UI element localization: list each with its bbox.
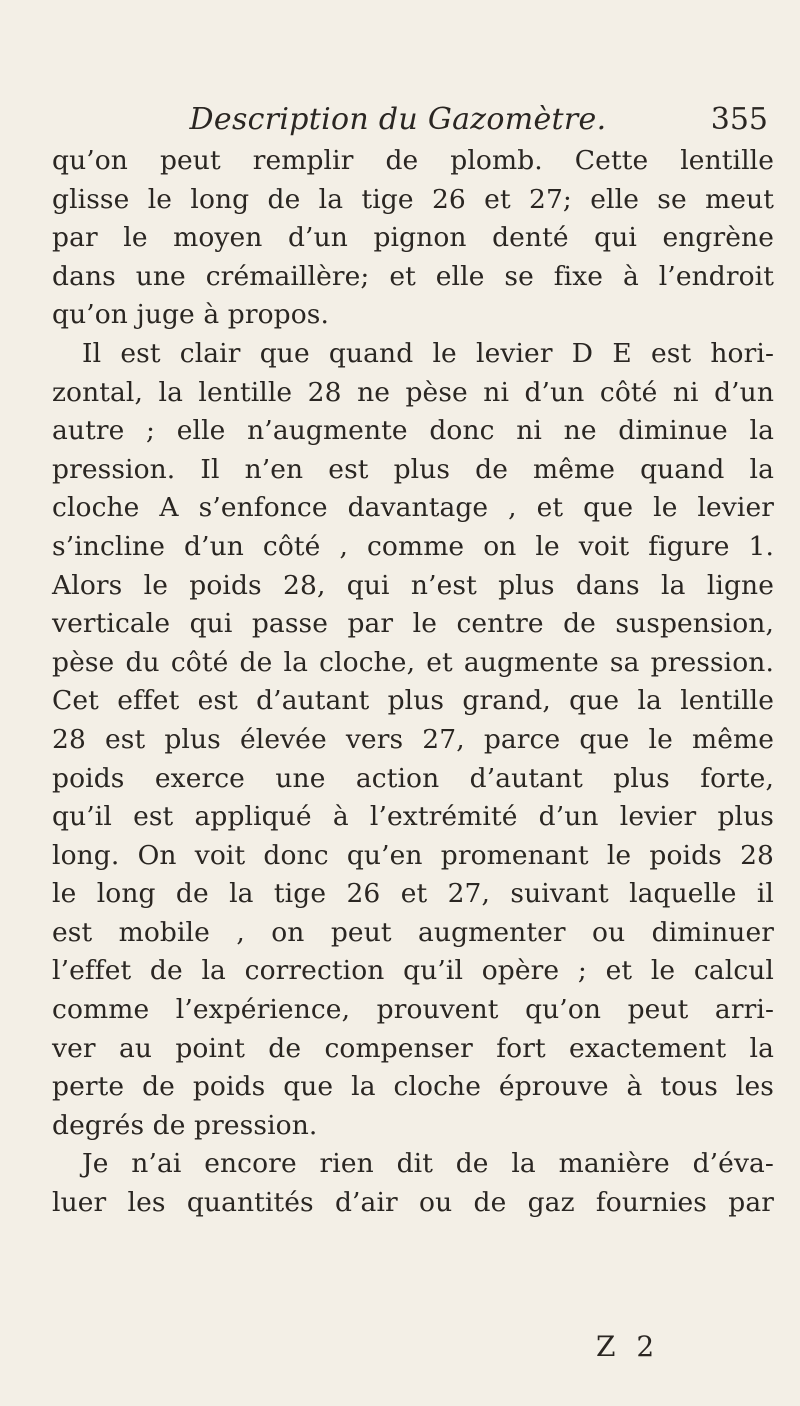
running-head <box>118 100 768 140</box>
text-line: ver au point de compenser fort exactement la <box>52 1032 774 1064</box>
text-line: par le moyen d’un pignon denté qui engrène <box>52 222 774 254</box>
signature-mark: Z 2 <box>596 1330 661 1363</box>
text-line: qu’il est appliqué à l’extrémité d’un levier plus <box>52 801 774 833</box>
text-line: pression. Il n’en est plus de même quand la <box>52 453 774 485</box>
paragraph-start-line: Il est clair que quand le levier D E est hori- <box>82 337 774 369</box>
body-text <box>52 142 774 1223</box>
text-line: Alors le poids 28, qui n’est plus dans la ligne <box>52 569 774 601</box>
text-line: Cet effet est d’autant plus grand, que la lentille <box>52 685 774 717</box>
page-number: 355 <box>710 102 768 137</box>
text-line: s’incline d’un côté , comme on le voit figure 1. <box>52 530 774 562</box>
text-line: degrés de pression. <box>52 1109 318 1141</box>
text-line: dans une crémaillère; et elle se fixe à l’endroit <box>52 260 774 292</box>
text-line: pèse du côté de la cloche, et augmente sa pression. <box>52 646 774 678</box>
text-line: glisse le long de la tige 26 et 27; elle se meut <box>52 183 774 215</box>
text-line: zontal, la lentille 28 ne pèse ni d’un côté ni d’un <box>52 376 774 408</box>
text-line: qu’on juge à propos. <box>52 299 330 331</box>
text-line: l’effet de la correction qu’il opère ; et le calcul <box>52 955 774 987</box>
text-line: luer les quantités d’air ou de gaz fournies par <box>52 1187 774 1219</box>
text-line: le long de la tige 26 et 27, suivant laquelle il <box>52 878 774 910</box>
text-line: cloche A s’enfonce davantage , et que le levier <box>52 492 774 524</box>
running-title: Description du Gazomètre. <box>189 102 607 137</box>
text-line: qu’on peut remplir de plomb. Cette lentille <box>52 145 774 176</box>
text-line: poids exerce une action d’autant plus forte, <box>52 762 774 794</box>
text-line: 28 est plus élevée vers 27, parce que le même <box>52 723 774 755</box>
text-line: verticale qui passe par le centre de suspension, <box>52 608 774 640</box>
text-line: long. On voit donc qu’en promenant le poids 28 <box>52 839 774 871</box>
paragraph-start-line: Je n’ai encore rien dit de la manière d’éva- <box>82 1148 774 1180</box>
text-line: perte de poids que la cloche éprouve à tous les <box>52 1071 774 1103</box>
text-line: autre ; elle n’augmente donc ni ne diminue la <box>52 415 774 447</box>
text-line: est mobile , on peut augmenter ou diminuer <box>52 916 774 948</box>
text-line: comme l’expérience, prouvent qu’on peut arri- <box>52 994 774 1026</box>
